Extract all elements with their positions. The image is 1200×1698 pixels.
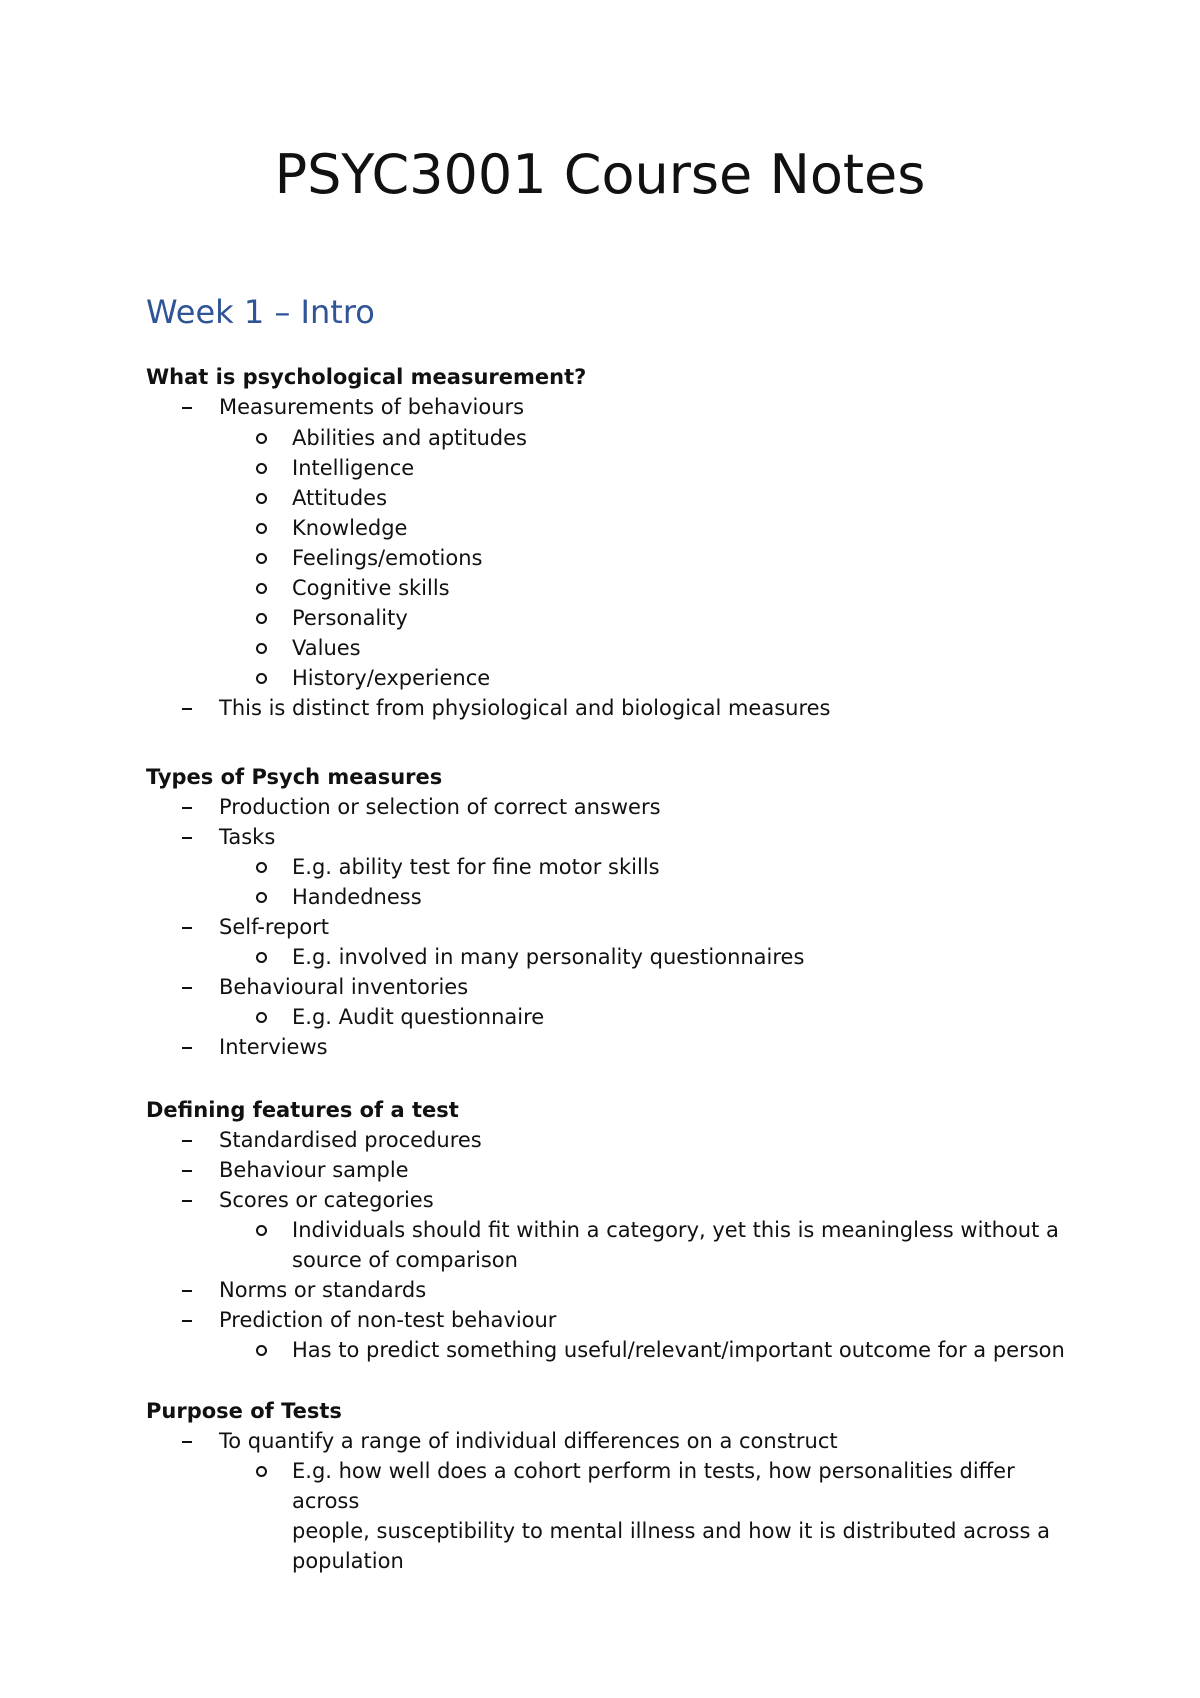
section-defining-features — [146, 1095, 1066, 1365]
list-item: History/experience — [146, 663, 1066, 693]
dash-bullet-icon — [182, 1290, 192, 1292]
list-item: Individuals should fit within a category, yet this is meaningless without a — [146, 1215, 1066, 1245]
circle-bullet-icon — [256, 553, 267, 564]
circle-bullet-icon — [256, 862, 267, 873]
list-item: Cognitive skills — [146, 573, 1066, 603]
page-title: PSYC3001 Course Notes — [274, 143, 926, 206]
circle-bullet-icon — [256, 1012, 267, 1023]
dash-bullet-icon — [182, 1047, 192, 1049]
dash-bullet-icon — [182, 1200, 192, 1202]
section-psych-measurement — [146, 362, 1066, 723]
circle-bullet-icon — [256, 433, 267, 444]
list-item: Abilities and aptitudes — [146, 423, 1066, 453]
circle-bullet-icon — [256, 892, 267, 903]
circle-bullet-icon — [256, 673, 267, 684]
dash-bullet-icon — [182, 987, 192, 989]
list-item: Prediction of non-test behaviour — [146, 1305, 1066, 1335]
circle-bullet-icon — [256, 952, 267, 963]
dash-bullet-icon — [182, 407, 192, 409]
list-item: E.g. involved in many personality questionnaires — [146, 942, 1066, 972]
list-item: Behaviour sample — [146, 1155, 1066, 1185]
list-item: Tasks — [146, 822, 1066, 852]
dash-bullet-icon — [182, 1320, 192, 1322]
dash-bullet-icon — [182, 708, 192, 710]
circle-bullet-icon — [256, 1345, 267, 1356]
circle-bullet-icon — [256, 643, 267, 654]
circle-bullet-icon — [256, 1225, 267, 1236]
list-item: Norms or standards — [146, 1275, 1066, 1305]
list-item: Standardised procedures — [146, 1125, 1066, 1155]
circle-bullet-icon — [256, 523, 267, 534]
dash-bullet-icon — [182, 1170, 192, 1172]
section-types-of-measures — [146, 762, 1066, 1062]
list-item: E.g. how well does a cohort perform in tests, how personalities differ across — [146, 1456, 1066, 1516]
week-heading: Week 1 – Intro — [146, 293, 375, 331]
section-heading: Types of Psych measures — [146, 765, 443, 789]
dash-bullet-icon — [182, 1140, 192, 1142]
list-item-continuation: people, susceptibility to mental illness and how it is distributed across a — [292, 1519, 1050, 1543]
list-item: Handedness — [146, 882, 1066, 912]
list-item: This is distinct from physiological and biological measures — [146, 693, 1066, 723]
circle-bullet-icon — [256, 613, 267, 624]
list-item-continuation: population — [292, 1549, 404, 1573]
list-item: Interviews — [146, 1032, 1066, 1062]
list-item: Production or selection of correct answers — [146, 792, 1066, 822]
list-item: Feelings/emotions — [146, 543, 1066, 573]
list-item: Knowledge — [146, 513, 1066, 543]
circle-bullet-icon — [256, 583, 267, 594]
section-purpose-of-tests — [146, 1396, 1066, 1576]
list-item: E.g. Audit questionnaire — [146, 1002, 1066, 1032]
list-item-continuation: source of comparison — [292, 1248, 518, 1272]
dash-bullet-icon — [182, 927, 192, 929]
list-item: To quantify a range of individual differences on a construct — [146, 1426, 1066, 1456]
list-item: Attitudes — [146, 483, 1066, 513]
section-heading: Purpose of Tests — [146, 1399, 342, 1423]
circle-bullet-icon — [256, 463, 267, 474]
dash-bullet-icon — [182, 837, 192, 839]
circle-bullet-icon — [256, 1466, 267, 1477]
list-item: E.g. ability test for fine motor skills — [146, 852, 1066, 882]
dash-bullet-icon — [182, 807, 192, 809]
list-item: Has to predict something useful/relevant/important outcome for a person — [146, 1335, 1066, 1365]
dash-bullet-icon — [182, 1441, 192, 1443]
circle-bullet-icon — [256, 493, 267, 504]
list-item: Self-report — [146, 912, 1066, 942]
list-item: Values — [146, 633, 1066, 663]
list-item: Measurements of behaviours — [146, 392, 1066, 422]
list-item: Personality — [146, 603, 1066, 633]
section-heading: What is psychological measurement? — [146, 365, 587, 389]
list-item: Scores or categories — [146, 1185, 1066, 1215]
section-heading: Defining features of a test — [146, 1098, 459, 1122]
list-item: Intelligence — [146, 453, 1066, 483]
list-item: Behavioural inventories — [146, 972, 1066, 1002]
